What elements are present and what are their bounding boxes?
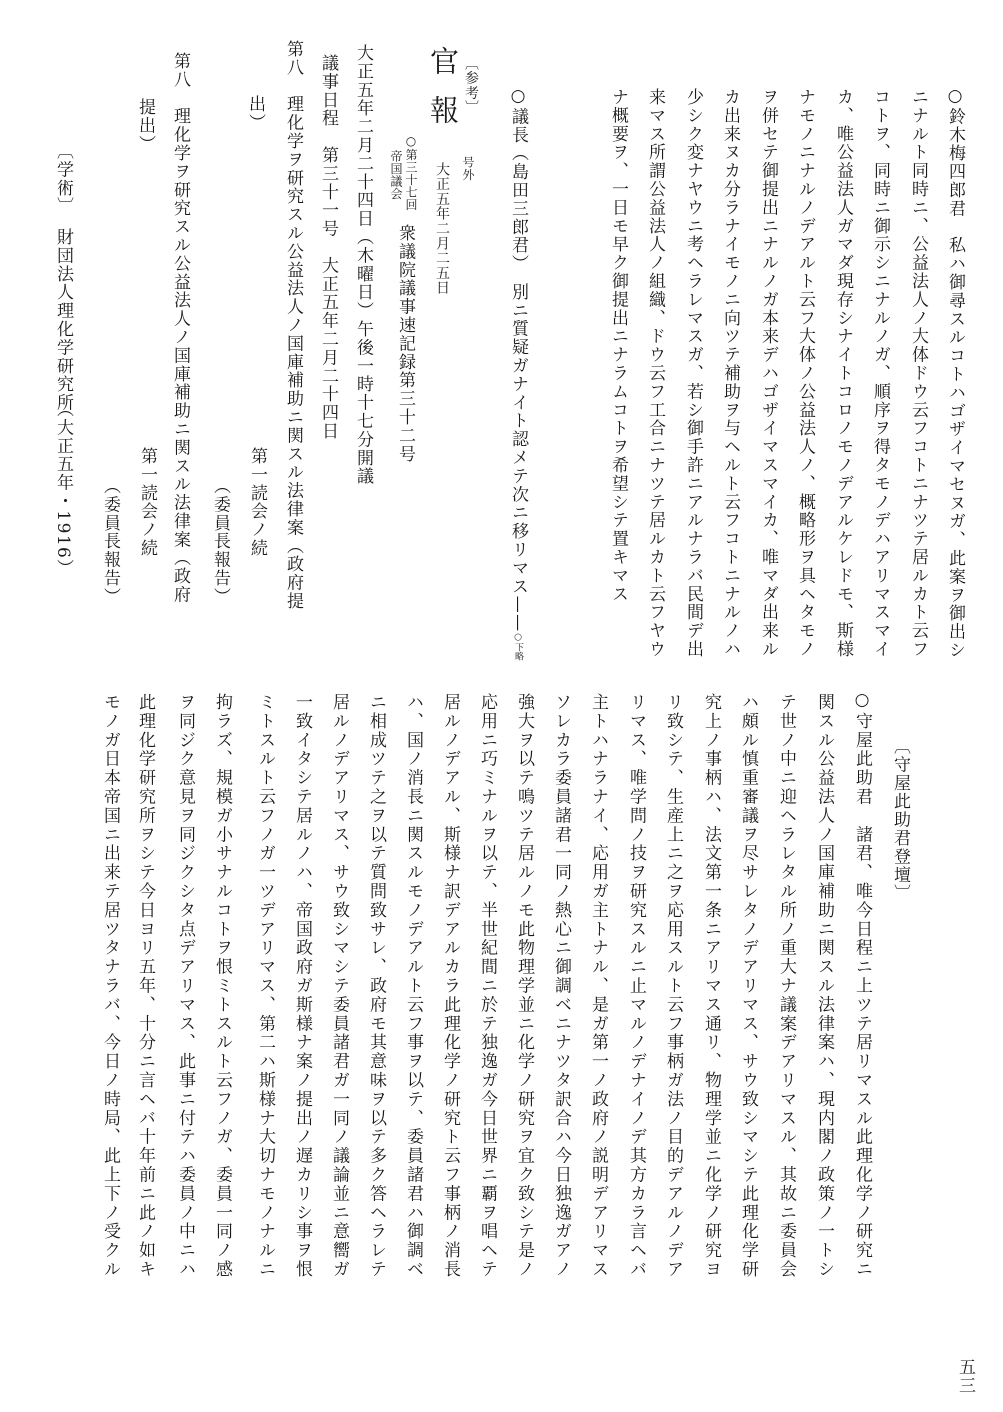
agenda-item-2-continued: 提出） — [135, 98, 155, 154]
record-title: 衆議院議事速記録第三十二号 — [395, 224, 415, 464]
agenda-item-1-report: （委員長報告） — [210, 477, 230, 606]
speech-column: 居ルノデアリマス、サウ致シマシテ委員諸君ガ一同ノ議論並ニ意嚮ガ — [329, 693, 349, 1279]
footer-year: （大正五年・1916） — [53, 400, 73, 578]
speech-column: 拘ラズ、規模ガ小サナルコトヲ恨ミトスルト云フノガ、委員一同ノ感 — [212, 693, 232, 1279]
session-body: 帝国議会 — [389, 150, 403, 200]
speech-column: コトヲ、同時ニ御示シニナルノガ、順序ヲ得タモノデハアリマスマイ — [870, 88, 890, 659]
agenda-item-2-report: （委員長報告） — [100, 477, 120, 606]
speech-column: 居ルノデアル、斯様ナ訳デアルカラ此理化学ノ研究ト云フ事柄ノ消長 — [440, 693, 460, 1279]
speech-column: 関スル公益法人ノ国庫補助ニ関スル法律案ハ、現内閣ノ政策ノ一トシ — [814, 693, 834, 1279]
speech-column: ハ、国ノ消長ニ関スルモノデアルト云フ事ヲ以テ、委員諸君ハ御調ベ — [403, 693, 423, 1279]
speech-column: 少シク変ナヤウニ考ヘラレマスガ、若シ御手許ニアルナラバ民間デ出 — [683, 88, 703, 659]
agenda-heading: 議事日程 第三十一号 大正五年二月二十四日 — [318, 54, 338, 441]
omitted-note: ○下略 — [513, 632, 523, 661]
speech-column: 一致イタシテ居ルノハ、帝国政府ガ斯様ナ案ノ提出ノ遅カリシ事ヲ恨 — [292, 693, 312, 1279]
session-mark: ○第三十七回 — [404, 134, 418, 211]
chair-statement — [506, 86, 530, 661]
footer-organization: 財団法人理化学研究所 — [53, 228, 73, 412]
gazette-date: 大正五年二月二五日 — [434, 162, 450, 296]
page-number: 五三 — [955, 1358, 975, 1395]
stage-direction: 〔守屋此助君登壇〕 — [890, 737, 910, 903]
agenda-item-1-stage: 第一読会ノ続 — [247, 447, 267, 558]
speech-column: 此理化学研究所ヲシテ今日ヨリ五年、十分ニ言ヘバ十年前ニ此ノ如キ — [135, 693, 155, 1279]
agenda-item-1: 第八 理化学ヲ研究スル公益法人ノ国庫補助ニ関スル法律案（政府提 — [283, 40, 303, 611]
speech-column: ソレカラ委員諸君一同ノ熱心ニ御調ベニナツタ訳合ハ今日独逸ガアノ — [551, 693, 571, 1279]
reference-label: 〔参考〕 — [463, 56, 479, 116]
speech-column: リ致シテ、生産上ニ之ヲ応用スルト云フ事柄ガ法ノ目的デアルノデア — [663, 693, 683, 1279]
speech-column: 来マス所謂公益法人ノ組織、ドウ云フ工合ニナツテ居ルカト云フヤウ — [645, 88, 665, 659]
speech-column: 究上ノ事柄ハ、法文第一条ニアリマス通リ、物理学並ニ化学ノ研究ヨ — [701, 693, 721, 1279]
speech-column: ○鈴木梅四郎君 私ハ御尋スルコトハゴザイマセヌガ、此案ヲ御出シ — [945, 86, 965, 660]
footer-category: 〔学術〕 — [53, 142, 73, 216]
chair-line: ○議長（島田三郎君） 別ニ質疑ガナイト認メテ次ニ移リマス—— — [508, 86, 528, 633]
speech-column: ハ頗ル慎重審議ヲ尽サレタノデアリマス、サウ致シマシテ此理化学研 — [738, 693, 758, 1279]
speech-column: カ出来ヌカ分ラナイモノニ向ツテ補助ヲ与ヘルト云フコトニナルノハ — [720, 88, 740, 659]
speech-column: モノガ日本帝国ニ出来テ居ツタナラバ、今日ノ時局、此上下ノ受クル — [100, 693, 120, 1279]
agenda-item-2-stage: 第一読会ノ続 — [137, 447, 157, 558]
speech-column: ミトスルト云フノガ一ツデアリマス、第二ハ斯様ナ大切ナモノナルニ — [255, 693, 275, 1279]
speech-column: ヲ同ジク意見ヲ同ジクシタ点デアリマス、此事ニ付テハ委員ノ中ニハ — [175, 693, 195, 1279]
speech-column: ニナルト同時ニ、公益法人ノ大体ドウ云フコトニナツテ居ルカト云フ — [908, 88, 928, 659]
speech-column: 応用ニ巧ミナルヲ以テ、半世紀間ニ於テ独逸ガ今日世界ニ覇ヲ唱ヘテ — [477, 693, 497, 1279]
speech-column: ナ概要ヲ、一日モ早ク御提出ニナラムコトヲ希望シテ置キマス — [608, 88, 628, 604]
speech-column: カ、唯公益法人ガマダ現存シナイトコロノモノデアルケレドモ、斯様 — [833, 88, 853, 659]
speech-column: テ世ノ中ニ迎ヘラレタル所ノ重大ナ議案デアリマスル、其故ニ委員会 — [776, 693, 796, 1279]
meeting-date: 大正五年二月二十四日（木曜日）午後一時十七分開議 — [353, 44, 373, 486]
speech-column: ナモノニナルノデアルト云フ大体ノ公益法人ノ、概略形ヲ具ヘタモノ — [795, 88, 815, 659]
agenda-item-1-continued: 出） — [245, 95, 265, 132]
speech-column: 主トハナラナイ、応用ガ主トナル、是ガ第一ノ政府ノ説明デアリマス — [588, 693, 608, 1279]
speech-column: ニ相成ツテ之ヲ以テ質問致サレ、政府モ其意味ヲ以テ多ク答ヘラレテ — [366, 693, 386, 1279]
speech-column: ○守屋此助君 諸君、唯今日程ニ上ツテ居リマスル此理化学ノ研究ニ — [852, 690, 872, 1279]
agenda-item-2: 第八 理化学ヲ研究スル公益法人ノ国庫補助ニ関スル法律案（政府 — [170, 52, 190, 604]
speech-column: 強大ヲ以テ鳴ツテ居ルノモ此物理学並ニ化学ノ研究ヲ宜ク致シテ是ノ — [514, 693, 534, 1279]
gazette-title: 官報 — [426, 46, 460, 144]
gazette-issue: 号外 — [461, 156, 475, 181]
speech-column: リマス、唯学問ノ技ヲ研究スルニ止マルノデナイノデ其方カラ言ヘバ — [626, 693, 646, 1279]
speech-column: ヲ併セテ御提出ニナルノガ本来デハゴザイマスマイカ、唯マダ出来ル — [758, 88, 778, 659]
